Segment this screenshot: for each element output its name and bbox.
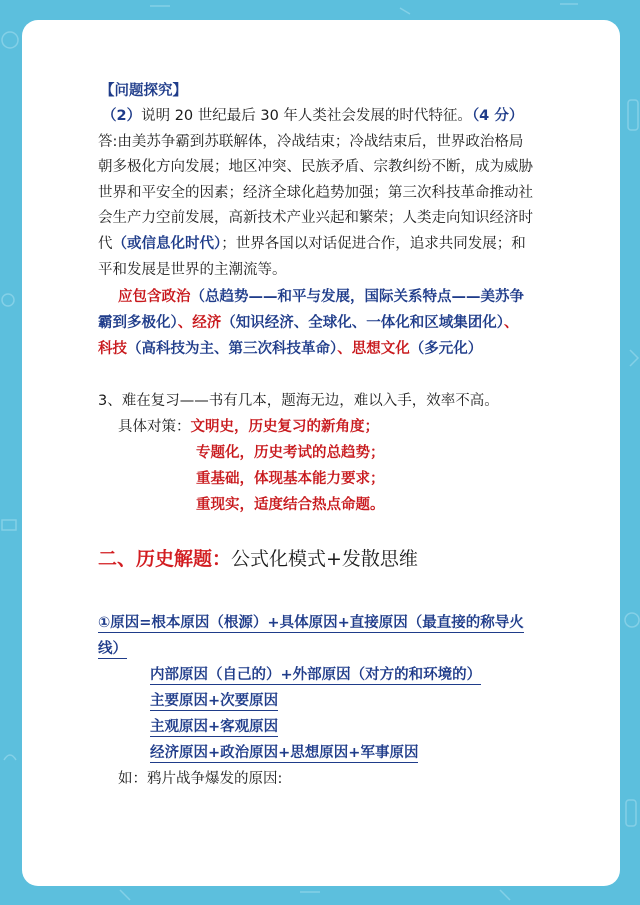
countermeasure-item: 专题化，历史考试的总趋势； (196, 445, 385, 461)
include-economy: 、经济 (177, 315, 222, 331)
formula-sub-item: 主观原因+客观原因 (150, 719, 279, 735)
answer-line-5-post: ；世界各国以对话促进合作，追求共同发展；和 (221, 236, 526, 252)
include-tech: 科技 (98, 341, 127, 357)
formula-sub-item: 主要原因+次要原因 (150, 693, 279, 709)
include-line-2 (98, 310, 519, 336)
countermeasure-item: 文明史，历史复习的新角度； (190, 419, 379, 435)
include-culture-detail: （多元化） (409, 341, 483, 357)
countermeasure-item: 重现实，适度结合热点命题。 (196, 497, 385, 513)
include-economy-detail: （知识经济、全球化、一体化和区域集团化） (221, 315, 504, 331)
difficulty-line: 3、难在复习——书有几本，题海无边，难以入手，效率不高。 (98, 393, 499, 409)
answer-line-5-pre: 代 (98, 236, 113, 252)
formula-sub-item: 内部原因（自己的）+外部原因（对方的和环境的） (150, 667, 482, 683)
include-separator: 、 (504, 315, 519, 331)
include-tech-detail: （高科技为主、第三次科技革命） (127, 341, 338, 357)
include-line-1 (118, 284, 524, 310)
include-politics-detail: （总趋势——和平与发展，国际关系特点——美苏争 (190, 289, 524, 305)
countermeasure-item: 重基础，体现基本能力要求； (196, 471, 385, 487)
include-culture: 、思想文化 (337, 341, 410, 357)
formula-sub-item: 经济原因+政治原因+思想原因+军事原因 (150, 745, 419, 761)
question-number: （2） (102, 108, 142, 124)
document-page (22, 20, 620, 886)
answer-line-1: 答:由美苏争霸到苏联解体，冷战结束；冷战结束后，世界政治格局 (98, 134, 524, 150)
question-text: 说明 20 世纪最后 30 年人类社会发展的时代特征。 (141, 108, 472, 124)
answer-line-2: 朝多极化方向发展；地区冲突、民族矛盾、宗教纠纷不断，成为威胁 (98, 159, 533, 175)
section-2-heading (98, 546, 418, 572)
countermeasure-label: 具体对策： (118, 419, 191, 435)
answer-line-6: 平和发展是世界的主潮流等。 (98, 262, 287, 278)
formula-line-1: ①原因=根本原因（根源）+具体原因+直接原因（最直接的称导火 (98, 615, 524, 631)
example-line: 如：鸦片战争爆发的原因: (118, 771, 283, 787)
section-2-title: 二、历史解题： (98, 548, 232, 570)
include-politics: 应包含政治 (118, 289, 191, 305)
answer-line-4: 会生产力空前发展，高新技术产业兴起和繁荣；人类走向知识经济时 (98, 210, 533, 226)
answer-line-5 (98, 231, 526, 257)
answer-line-3: 世界和平安全的因素；经济全球化趋势加强；第三次科技革命推动社 (98, 185, 533, 201)
formula-line-2: 线） (98, 641, 127, 657)
section-tag: 【问题探究】 (100, 83, 187, 99)
question-score: （4 分） (471, 108, 524, 124)
countermeasure-row-1 (118, 414, 379, 440)
include-line-3 (98, 336, 482, 362)
section-2-subtitle: 公式化模式+发散思维 (231, 548, 418, 570)
answer-line-5-highlight: （或信息化时代） (112, 236, 222, 252)
question-line (102, 103, 523, 129)
include-politics-detail-end: 霸到多极化） (98, 315, 178, 331)
